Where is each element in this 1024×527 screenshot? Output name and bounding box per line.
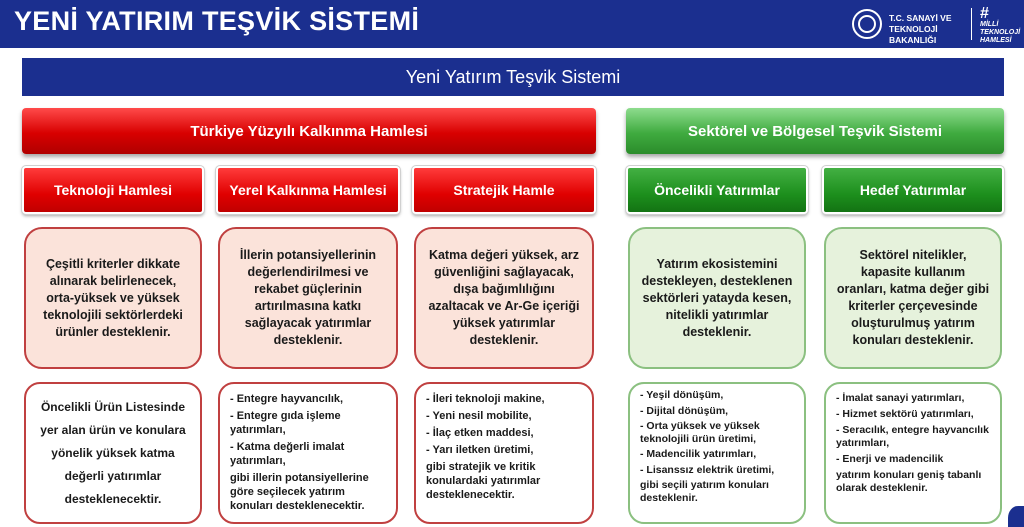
list-stratejik-hamle <box>414 382 594 524</box>
ministry-seal-icon <box>852 9 882 39</box>
description-teknoloji-hamlesi: Çeşitli kriterler dikkate alınarak belirlenecek, orta-yüksek ve yüksek teknolojili sektörlerdeki ürünler desteklenir. <box>24 227 202 369</box>
list-yerel-kalkinma <box>218 382 398 524</box>
list-item: - Dijital dönüşüm, <box>640 404 729 417</box>
list-line: yönelik yüksek katma <box>51 445 175 460</box>
logo-line2: TEKNOLOJİ <box>980 29 1021 36</box>
ministry-name <box>889 13 969 46</box>
page-title: YENİ YATIRIM TEŞVİK SİSTEMİ <box>14 6 420 36</box>
ministry-name-line2: TEKNOLOJİ BAKANLIĞI <box>889 24 938 45</box>
list-item: - Madencilik yatırımları, <box>640 448 757 460</box>
logo-line3: HAMLESİ <box>980 37 1012 44</box>
column-yerel-kalkinma: Yerel Kalkınma Hamlesi <box>216 166 400 214</box>
logo-hash: # <box>980 5 989 22</box>
list-item: yatırım konuları geniş tabanlı olarak desteklenir. <box>836 469 982 494</box>
list-item: gibi seçili yatırım konuları desteklenir. <box>640 479 769 504</box>
list-item: - Katma değerli imalat yatırımları, <box>230 441 345 467</box>
section-turkiye-yuzyili: Türkiye Yüzyılı Kalkınma Hamlesi <box>22 108 596 154</box>
list-item: - Entegre hayvancılık, <box>230 393 344 405</box>
description-hedef-yatirimlar: Sektörel nitelikler, kapasite kullanım oranları, katma değer gibi kriterler çerçevesinde oluşturulmuş yatırım konuları desteklenir. <box>824 227 1002 369</box>
logo-line1: MİLLİ <box>980 21 999 28</box>
top-header-bar <box>0 0 1024 48</box>
description-oncelikli-yatirimlar: Yatırım ekosistemini destekleyen, desteklenen sektörleri yatayda kesen, nitelikli yatırımlar desteklenir. <box>628 227 806 369</box>
list-item: - Hizmet sektörü yatırımları, <box>836 408 974 420</box>
list-item: - İleri teknoloji makine, <box>426 393 545 405</box>
list-item: - Seracılık, entegre hayvancılık yatırımları, <box>836 424 989 449</box>
column-teknoloji-hamlesi: Teknoloji Hamlesi <box>22 166 204 214</box>
column-stratejik-hamle: Stratejik Hamle <box>412 166 596 214</box>
list-item: - Entegre gıda işleme yatırımları, <box>230 410 341 436</box>
milli-teknoloji-hamlesi-logo <box>980 7 1020 45</box>
list-item: - Enerji ve madencilik <box>836 453 944 465</box>
list-item: gibi illerin potansiyellerine göre seçilecek yatırım konuları desteklenecektir. <box>230 472 369 512</box>
list-oncelikli-yatirimlar <box>628 382 806 524</box>
list-item: gibi stratejik ve kritik konulardaki yatırımlar desteklenecektir. <box>426 461 541 501</box>
list-item: - Yarı iletken üretimi, <box>426 444 534 456</box>
column-oncelikli-yatirimlar: Öncelikli Yatırımlar <box>626 166 808 214</box>
list-line: desteklenecektir. <box>64 491 162 506</box>
description-yerel-kalkinma: İllerin potansiyellerinin değerlendirilmesi ve rekabet güçlerinin artırılmasına katkı sağlayacak yatırımlar desteklenir. <box>218 227 398 369</box>
section-sektorel-bolgesel: Sektörel ve Bölgesel Teşvik Sistemi <box>626 108 1004 154</box>
list-item: - Yeşil dönüşüm, <box>640 389 724 401</box>
list-line: yer alan ürün ve konulara <box>40 422 186 437</box>
corner-decoration <box>1008 506 1024 527</box>
list-item: - İmalat sanayi yatırımları, <box>836 392 965 404</box>
list-line: değerli yatırımlar <box>64 468 162 483</box>
list-teknoloji-hamlesi <box>24 382 202 524</box>
header-divider <box>971 8 972 40</box>
column-hedef-yatirimlar: Hedef Yatırımlar <box>822 166 1004 214</box>
list-item: - Yeni nesil mobilite, <box>426 410 532 422</box>
list-line: Öncelikli Ürün Listesinde <box>40 399 186 414</box>
list-item: - İlaç etken maddesi, <box>426 427 534 439</box>
ministry-name-line1: T.C. SANAYİ VE <box>889 13 952 23</box>
list-item: - Lisanssız elektrik üretimi, <box>640 463 775 476</box>
system-banner: Yeni Yatırım Teşvik Sistemi <box>22 58 1004 96</box>
list-hedef-yatirimlar <box>824 382 1002 524</box>
list-item: - Orta yüksek ve yüksek teknolojili ürün üretimi, <box>640 420 760 445</box>
description-stratejik-hamle: Katma değeri yüksek, arz güvenliğini sağlayacak, dışa bağımlılığını azaltacak ve Ar-Ge içeriği yüksek yatırımlar desteklenir. <box>414 227 594 369</box>
